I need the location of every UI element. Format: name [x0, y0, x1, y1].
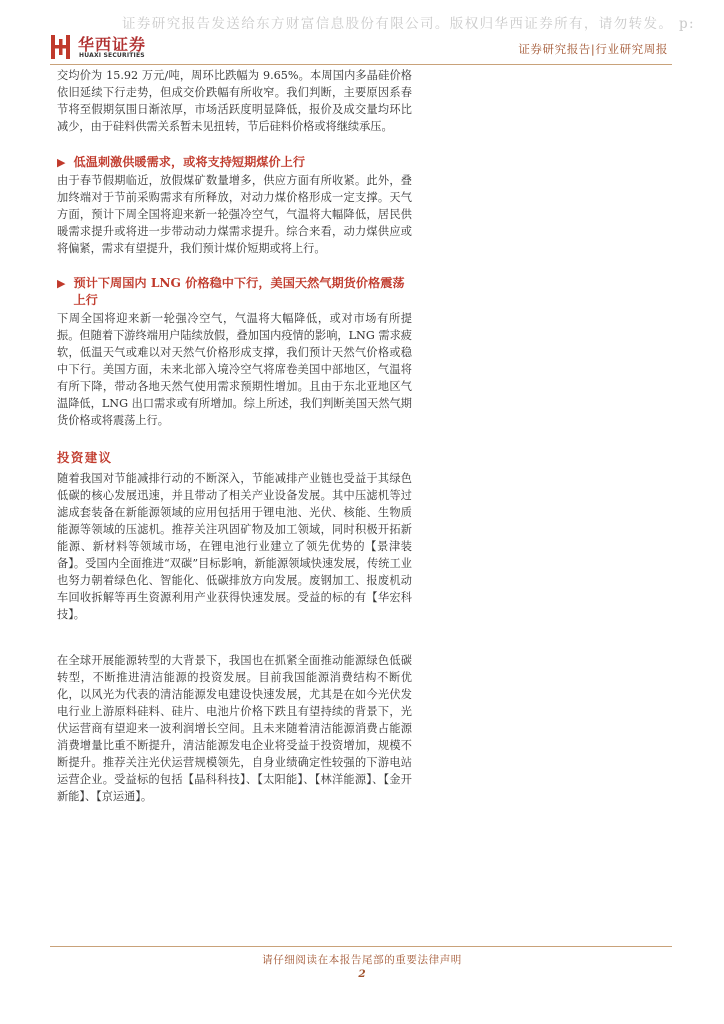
triangle-bullet-icon: ▶: [57, 156, 66, 169]
page-header: [50, 33, 672, 63]
section-body-coal: 由于春节假期临近，放假煤矿数量增多，供应方面有所收紧。此外，叠加终端对于节前采购需求有所释放，对动力煤价格形成一定支撑。天气方面，预计下周全国将迎来新一轮强冷空气，气温将大幅降低，居民供暖需求提升或将进一步带动动力煤需求提升。综合来看，动力煤供应或将偏紧，需求有望提升，我们预计煤价短期或将上行。: [57, 173, 412, 255]
header-divider: [50, 64, 672, 65]
investment-heading: 投资建议: [57, 449, 113, 465]
logo-english-name: HUAXI SECURITIES: [79, 52, 145, 59]
main-content: [57, 67, 412, 805]
investment-paragraph-2: 在全球开展能源转型的大背景下，我国也在抓紧全面推动能源绿色低碳转型，不断推进清洁能源的投资发展。目前我国能源消费结构不断优化，以风光为代表的清洁能源发电建设快速发展，尤其是在如今光伏发电行业上游原料硅料、硅片、电池片价格下跌且有望持续的背景下，光伏运营商有望迎来一波利润增长空间。且未来随着清洁能源消费占能源消费增量比重不断提升，清洁能源发电企业将受益于投资增加，规模不断提升。推荐关注光伏运营规模领先，自身业绩确定性较强的下游电站运营企业。受益标的包括【晶科科技】、【太阳能】、【林洋能源】、【金开新能】、【京运通】。: [57, 653, 412, 803]
section-heading-coal-text: 低温刺激供暖需求，或将支持短期煤价上行: [73, 155, 306, 169]
logo-chinese-name: 华西证券: [78, 35, 147, 54]
page-number: 2: [358, 968, 366, 980]
investment-paragraph-1: 随着我国对节能减排行动的不断深入，节能减排产业链也受益于其绿色低碳的核心发展迅速，并且带动了相关产业设备发展。其中压滤机等过滤成套装备在新能源领域的应用包括用于锂电池、光伏、核能、生物质能源等领域的压滤机。推荐关注巩固矿物及加工领域，同时积极开拓新能源、新材料等领域市场，在锂电池行业建立了领先优势的【景津装备】。受国内全面推进“双碳”目标影响，新能源领域快速发展，传统工业也努力朝着绿色化、智能化、低碳排放方向发展。废钢加工、报废机动车回收拆解等再生资源利用产业获得快速发展。受益的标的有【华宏科技】。: [57, 471, 412, 621]
section-heading-coal: [57, 154, 412, 172]
watermark-text: 证券研究报告发送给东方财富信息股份有限公司。版权归华西证券所有，请勿转发。 p:: [122, 16, 695, 32]
section-body-lng: 下周全国将迎来新一轮强冷空气，气温将大幅降低，或对市场有所提振。但随着下游终端用户陆续放假，叠加国内疫情的影响，LNG 需求疲软，低温天气或难以对天然气价格形成支撑，我们预计天然气价格或稳中下行。美国方面，未来北部入境冷空气将席卷美国中部地区，气温将有所下降，带动各地天然气使用需求预期性增加。且由于东北亚地区气温降低，LNG 出口需求或有所增加。综上所述，我们判断美国天然气期货价格或将震荡上行。: [57, 311, 412, 427]
huaxi-logo-icon: [50, 34, 72, 60]
report-type-label: 证券研究报告|行业研究周报: [518, 42, 668, 56]
intro-paragraph: 交均价为 15.92 万元/吨，周环比跌幅为 9.65%。本周国内多晶硅价格依旧延续下行走势，但成交价跌幅有所收窄。我们判断，主要原因系春节将至假期氛围日渐浓厚，市场活跃度明显降低，报价及成交量均环比减少，由于硅料供需关系暂未见扭转，节后硅料价格或将继续承压。: [57, 69, 412, 133]
section-heading-lng: [57, 275, 412, 310]
triangle-bullet-icon: ▶: [57, 276, 66, 290]
footer-divider: [50, 946, 672, 947]
section-heading-lng-text: 预计下周国内 LNG 价格稳中下行，美国天然气期货价格震荡上行: [73, 275, 405, 307]
legal-notice: 请仔细阅读在本报告尾部的重要法律声明: [262, 954, 462, 966]
